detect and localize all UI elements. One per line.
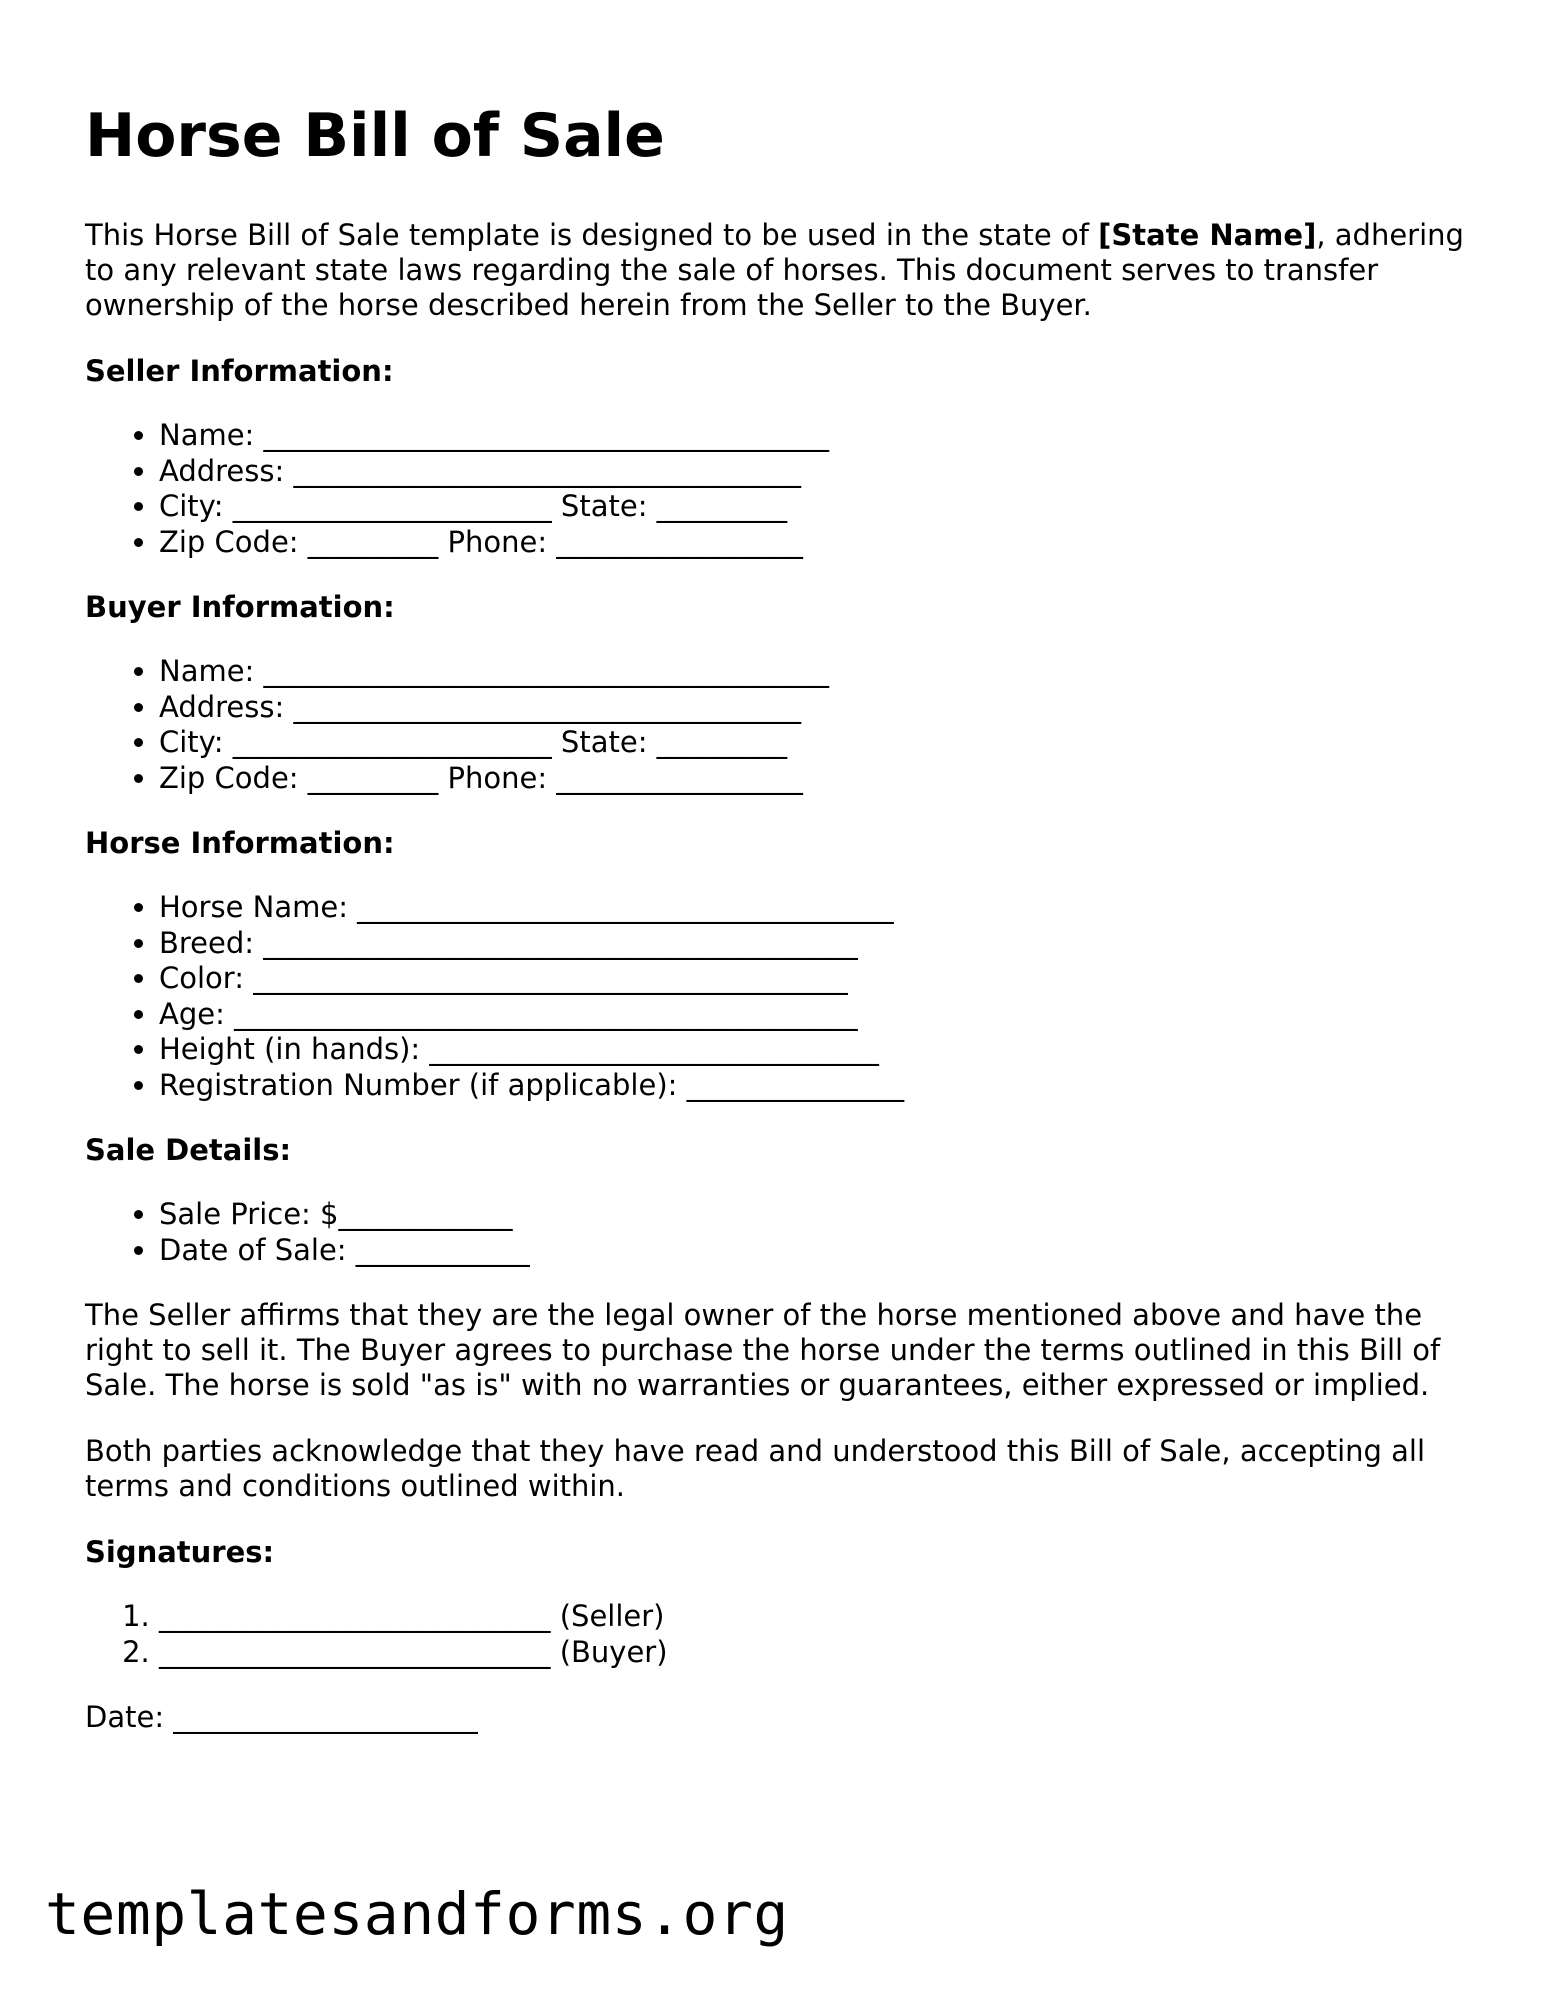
signatures-list xyxy=(85,1599,1465,1670)
affirmation-paragraph: The Seller affirms that they are the legal owner of the horse mentioned above and have the right to sell it. The Buyer agrees to purchase the horse under the terms outlined in this Bill of Sale. The horse is sold "as is" with no warranties or guarantees, either expressed or implied. xyxy=(85,1298,1441,1402)
buyer-address-field[interactable]: • Address: ___________________________________ xyxy=(159,690,1465,726)
document-title: Horse Bill of Sale xyxy=(85,101,665,171)
seller-list xyxy=(85,418,1465,560)
buyer-signature-line[interactable]: 2. ___________________________ (Buyer) xyxy=(159,1635,1465,1671)
seller-address-field[interactable]: • Address: ___________________________________ xyxy=(159,454,1465,490)
horse-breed-field[interactable]: • Breed: _________________________________________ xyxy=(159,926,1465,962)
sale-date-field[interactable]: • Date of Sale: ____________ xyxy=(159,1233,1465,1269)
intro-text-after: , adhering to any relevant state laws regarding the sale of horses. This document serves to transfer ownership of the horse described herein from the Seller to the Buyer. xyxy=(85,218,1464,322)
intro-paragraph xyxy=(85,218,1465,323)
seller-name-field[interactable]: • Name: _______________________________________ xyxy=(159,418,1465,454)
watermark: templatesandforms.org xyxy=(45,1880,789,1948)
sale-list xyxy=(85,1197,1465,1268)
horse-color-field[interactable]: • Color: _________________________________________ xyxy=(159,961,1465,997)
seller-signature-line[interactable]: 1. ___________________________ (Seller) xyxy=(159,1599,1465,1635)
intro-text-before: This Horse Bill of Sale template is designed to be used in the state of xyxy=(85,218,1099,252)
horse-heading: Horse Information: xyxy=(85,826,395,860)
buyer-name-field[interactable]: • Name: _______________________________________ xyxy=(159,654,1465,690)
buyer-zip-phone-field[interactable]: • Zip Code: _________ Phone: _________________ xyxy=(159,761,1465,797)
state-name-placeholder: [State Name] xyxy=(1098,218,1317,252)
horse-registration-field[interactable]: • Registration Number (if applicable): _______________ xyxy=(159,1068,1465,1104)
buyer-city-state-field[interactable]: • City: ______________________ State: _________ xyxy=(159,725,1465,761)
signatures-heading: Signatures: xyxy=(85,1535,275,1569)
horse-height-field[interactable]: • Height (in hands): _______________________________ xyxy=(159,1032,1465,1068)
seller-zip-phone-field[interactable]: • Zip Code: _________ Phone: _________________ xyxy=(159,525,1465,561)
horse-list xyxy=(85,890,1465,1103)
horse-age-field[interactable]: • Age: ___________________________________________ xyxy=(159,997,1465,1033)
document-page xyxy=(85,100,1465,1735)
buyer-heading: Buyer Information: xyxy=(85,590,395,624)
buyer-list xyxy=(85,654,1465,796)
sale-price-field[interactable]: • Sale Price: $____________ xyxy=(159,1197,1465,1233)
sale-heading: Sale Details: xyxy=(85,1133,292,1167)
signature-date-field[interactable]: Date: _____________________ xyxy=(85,1700,478,1734)
seller-heading: Seller Information: xyxy=(85,354,394,388)
acknowledgement-paragraph: Both parties acknowledge that they have read and understood this Bill of Sale, accepting all terms and conditions outlined within. xyxy=(85,1434,1426,1503)
horse-name-field[interactable]: • Horse Name: _____________________________________ xyxy=(159,890,1465,926)
seller-city-state-field[interactable]: • City: ______________________ State: _________ xyxy=(159,489,1465,525)
